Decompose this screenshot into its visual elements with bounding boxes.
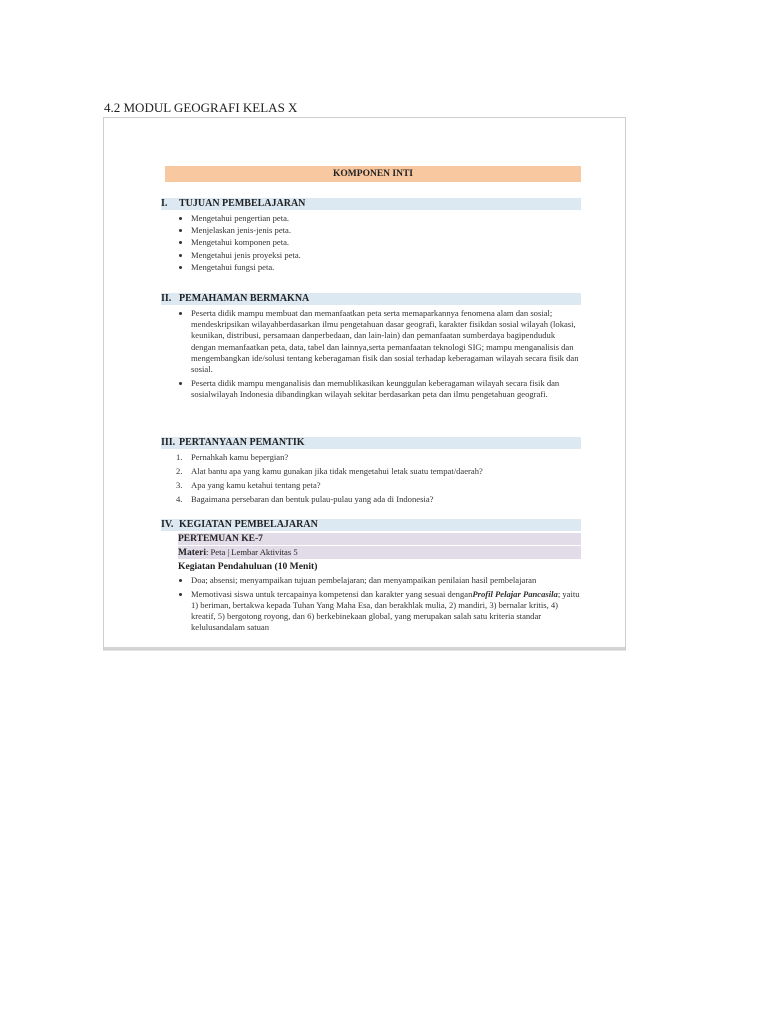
list-item: Mengetahui pengertian peta. — [191, 213, 581, 224]
list-item: 1. Pernahkah kamu bepergian? — [176, 452, 289, 462]
section-heading-tujuan — [161, 198, 581, 210]
list-item: Memotivasi siswa untuk tercapainya kompetensi dan karakter yang sesuai denganProfil Pelajar Pancasila; yaitu 1) beriman, bertakwa kepada Tuhan Yang Maha Esa, dan berakhlak mulia, 2) mandiri, 3) bernalar kritis, 4) kreatif, 5) bergotong royong, dan 6) berkebinekaan global, yang merupakan salah satu kriteria standar kelulusandalam satuan — [191, 588, 580, 633]
pertanyaan-list — [176, 452, 581, 508]
pertemuan-heading: PERTEMUAN KE-7 — [178, 533, 581, 545]
section-number: IV. — [161, 519, 174, 530]
materi-row — [178, 546, 581, 559]
komponen-inti-banner: KOMPONEN INTI — [165, 166, 581, 182]
section-title: PEMAHAMAN BERMAKNA — [179, 293, 310, 304]
list-item: Mengetahui fungsi peta. — [191, 262, 581, 273]
profil-pelajar-emphasis: Profil Pelajar Pancasila — [472, 588, 558, 599]
list-item: Mengetahui jenis proyeksi peta. — [191, 250, 581, 261]
section-heading-pertanyaan — [161, 437, 581, 449]
list-item: Peserta didik mampu menganalisis dan memublikasikan keunggulan keberagaman wilayah secara fisik dan sosialwilayah Indonesia dibandingkan wilayah sekitar berdasarkan peta dan ilmu pengetahuan geografi. — [191, 378, 581, 400]
section-title: KEGIATAN PEMBELAJARAN — [179, 519, 318, 530]
kegiatan-pendahuluan-title: Kegiatan Pendahuluan (10 Menit) — [178, 561, 318, 572]
tujuan-list — [191, 213, 581, 274]
section-number: III. — [161, 437, 176, 448]
section-heading-kegiatan — [161, 519, 581, 531]
list-item: Mengetahui komponen peta. — [191, 237, 581, 248]
list-item: Peserta didik mampu membuat dan memanfaatkan peta serta memaparkannya fenomena alam dan sosial; mendeskripsikan wilayahberdasarkan ilmu pengetahuan dasar geografi, karakter fisikdan sosial wilayah (lokasi, keunikan, distribusi, persamaan danperbedaan, dan lain-lain) dan pemanfaatan sumberdaya bagipenduduk dengan memanfaatkan peta, data, tabel dan lainnya,serta pemanfaatan teknologi SIG; mampu menganalisis dan mengembangkan ide/solusi tentang keberagaman fisik dan sosial terhadap keberagaman wilayah secara fisik dan sosial. — [191, 308, 581, 375]
section-number: II. — [161, 293, 172, 304]
list-item: 4. Bagaimana persebaran dan bentuk pulau-pulau yang ada di Indonesia? — [176, 494, 434, 504]
section-title: PERTANYAAN PEMANTIK — [179, 437, 305, 448]
section-number: I. — [161, 198, 168, 209]
list-item: Doa; absensi; menyampaikan tujuan pembelajaran; dan menyampaikan penilaian hasil pembelajaran — [191, 575, 581, 586]
pemahaman-list — [191, 308, 581, 403]
page-title: 4.2 MODUL GEOGRAFI KELAS X — [104, 100, 298, 115]
section-heading-pemahaman — [161, 293, 581, 305]
list-item: Menjelaskan jenis-jenis peta. — [191, 225, 581, 236]
materi-value: : Peta | Lembar Aktivitas 5 — [205, 547, 298, 557]
list-item: 2. Alat bantu apa yang kamu gunakan jika tidak mengetahui letak suatu tempat/daerah? — [176, 466, 483, 476]
section-title: TUJUAN PEMBELAJARAN — [179, 198, 306, 209]
document-frame — [103, 117, 626, 650]
kegiatan-list — [191, 575, 581, 636]
materi-label: Materi — [178, 548, 206, 558]
list-item: 3. Apa yang kamu ketahui tentang peta? — [176, 480, 321, 490]
